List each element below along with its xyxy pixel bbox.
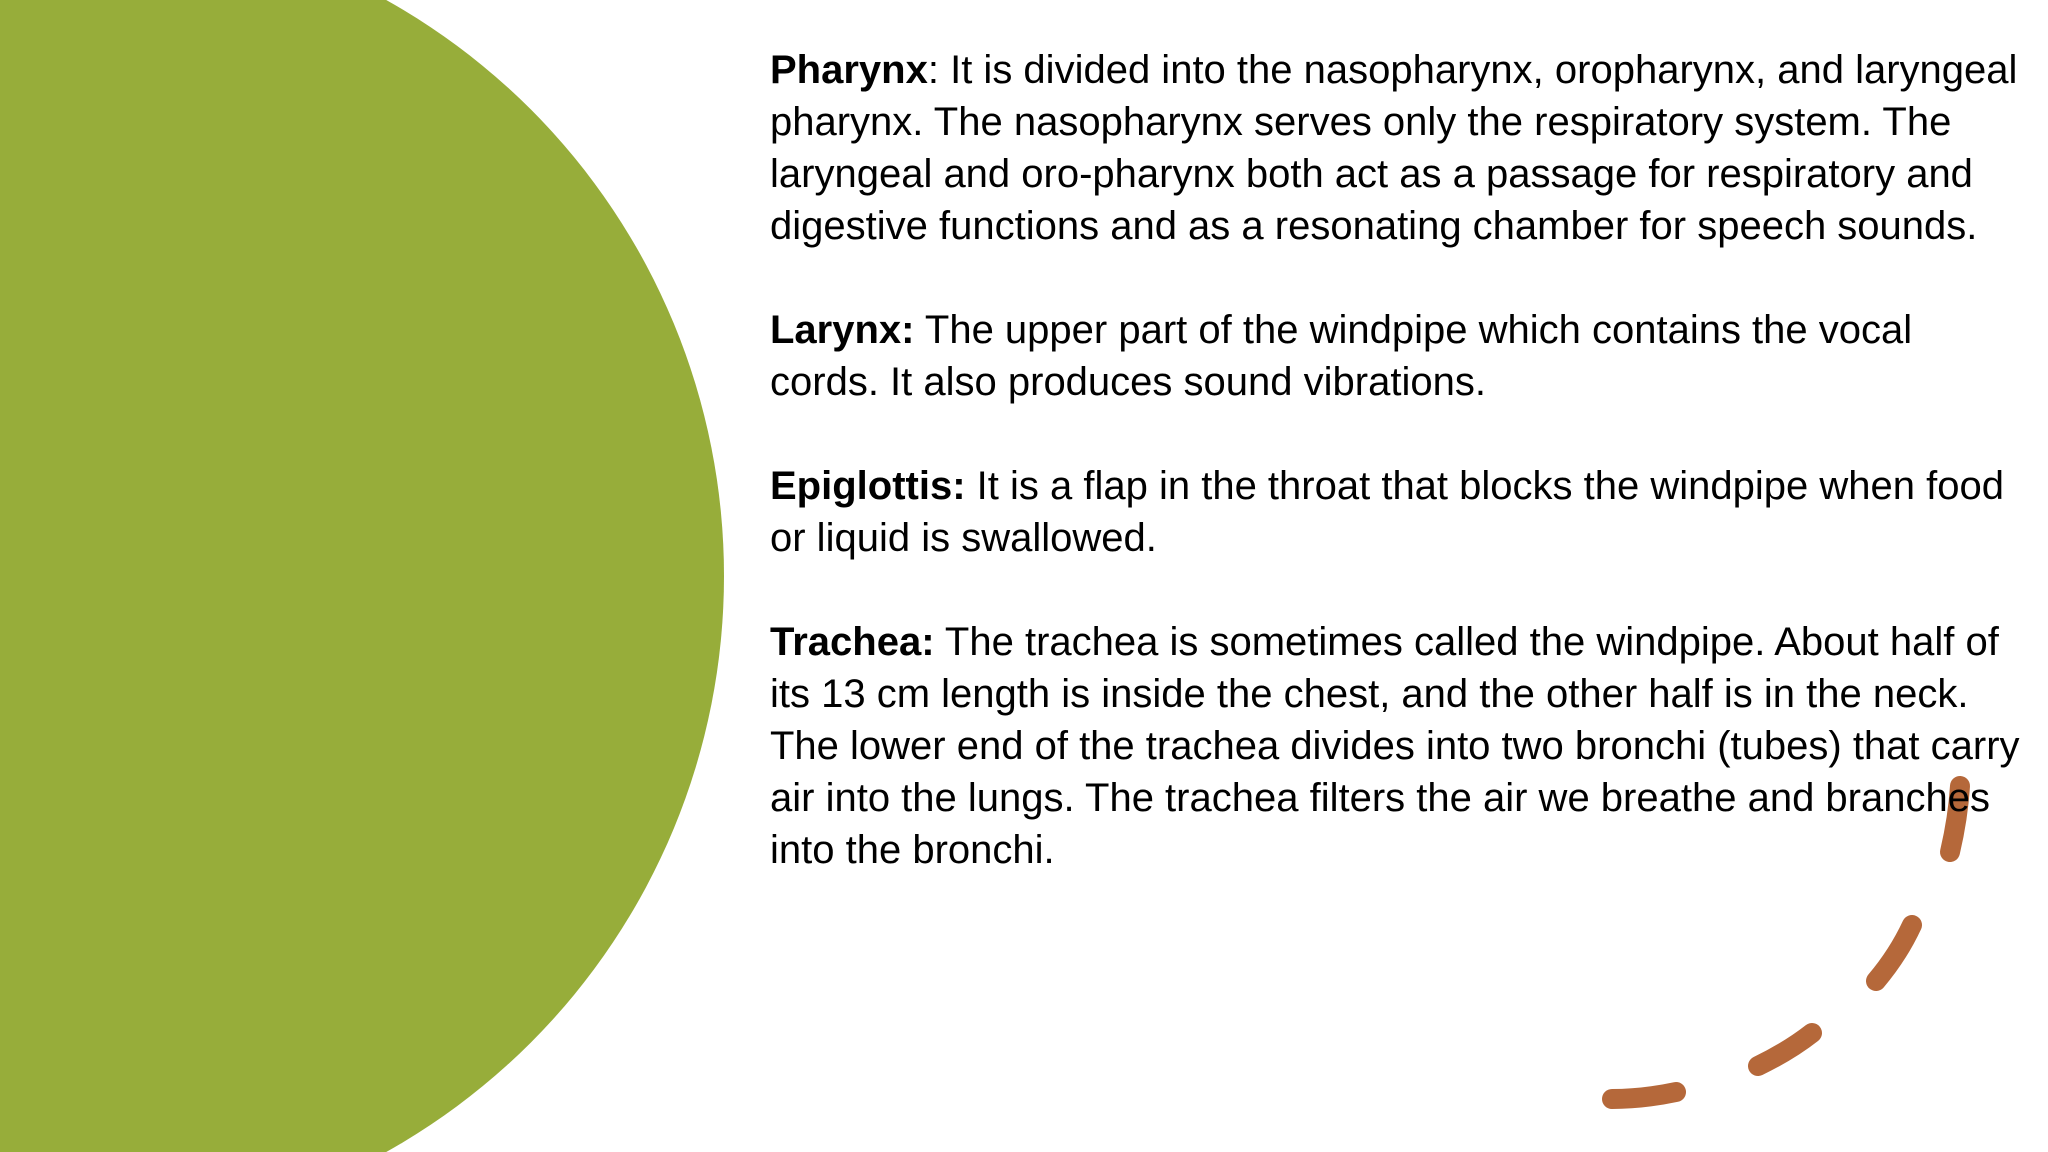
paragraph-trachea: [770, 616, 2020, 876]
paragraph-epiglottis: [770, 460, 2020, 564]
body-text: [770, 44, 2020, 928]
description-larynx: The upper part of the windpipe which contains the vocal cords. It also produces sound vibrations.: [770, 308, 1913, 404]
dash-segment: [1876, 925, 1912, 981]
term-larynx: Larynx:: [770, 308, 915, 352]
separator: [966, 464, 977, 508]
separator: [935, 620, 945, 664]
description-pharynx: It is divided into the nasopharynx, oropharynx, and laryngeal pharynx. The nasopharynx serves only the respiratory system. The laryngeal and oro-pharynx both act as a passage for respiratory and digestive functions and as a resonating chamber for speech sounds.: [770, 48, 2018, 248]
term-trachea: Trachea:: [770, 620, 935, 664]
green-circle-decoration: [0, 0, 724, 1152]
dash-segment: [1758, 1033, 1812, 1066]
dash-segment: [1612, 1092, 1676, 1099]
description-epiglottis: It is a flap in the throat that blocks the windpipe when food or liquid is swallowed.: [770, 464, 2004, 560]
paragraph-pharynx: [770, 44, 2020, 252]
separator: [915, 308, 925, 352]
description-trachea: The trachea is sometimes called the windpipe. About half of its 13 cm length is inside the chest, and the other half is in the neck. The lower end of the trachea divides into two bronchi (tubes) that carry air into the lungs. The trachea filters the air we breathe and branches into the bronchi.: [770, 620, 2020, 872]
term-pharynx: Pharynx: [770, 48, 928, 92]
term-epiglottis: Epiglottis:: [770, 464, 966, 508]
paragraph-larynx: [770, 304, 2020, 408]
separator: :: [927, 48, 951, 92]
